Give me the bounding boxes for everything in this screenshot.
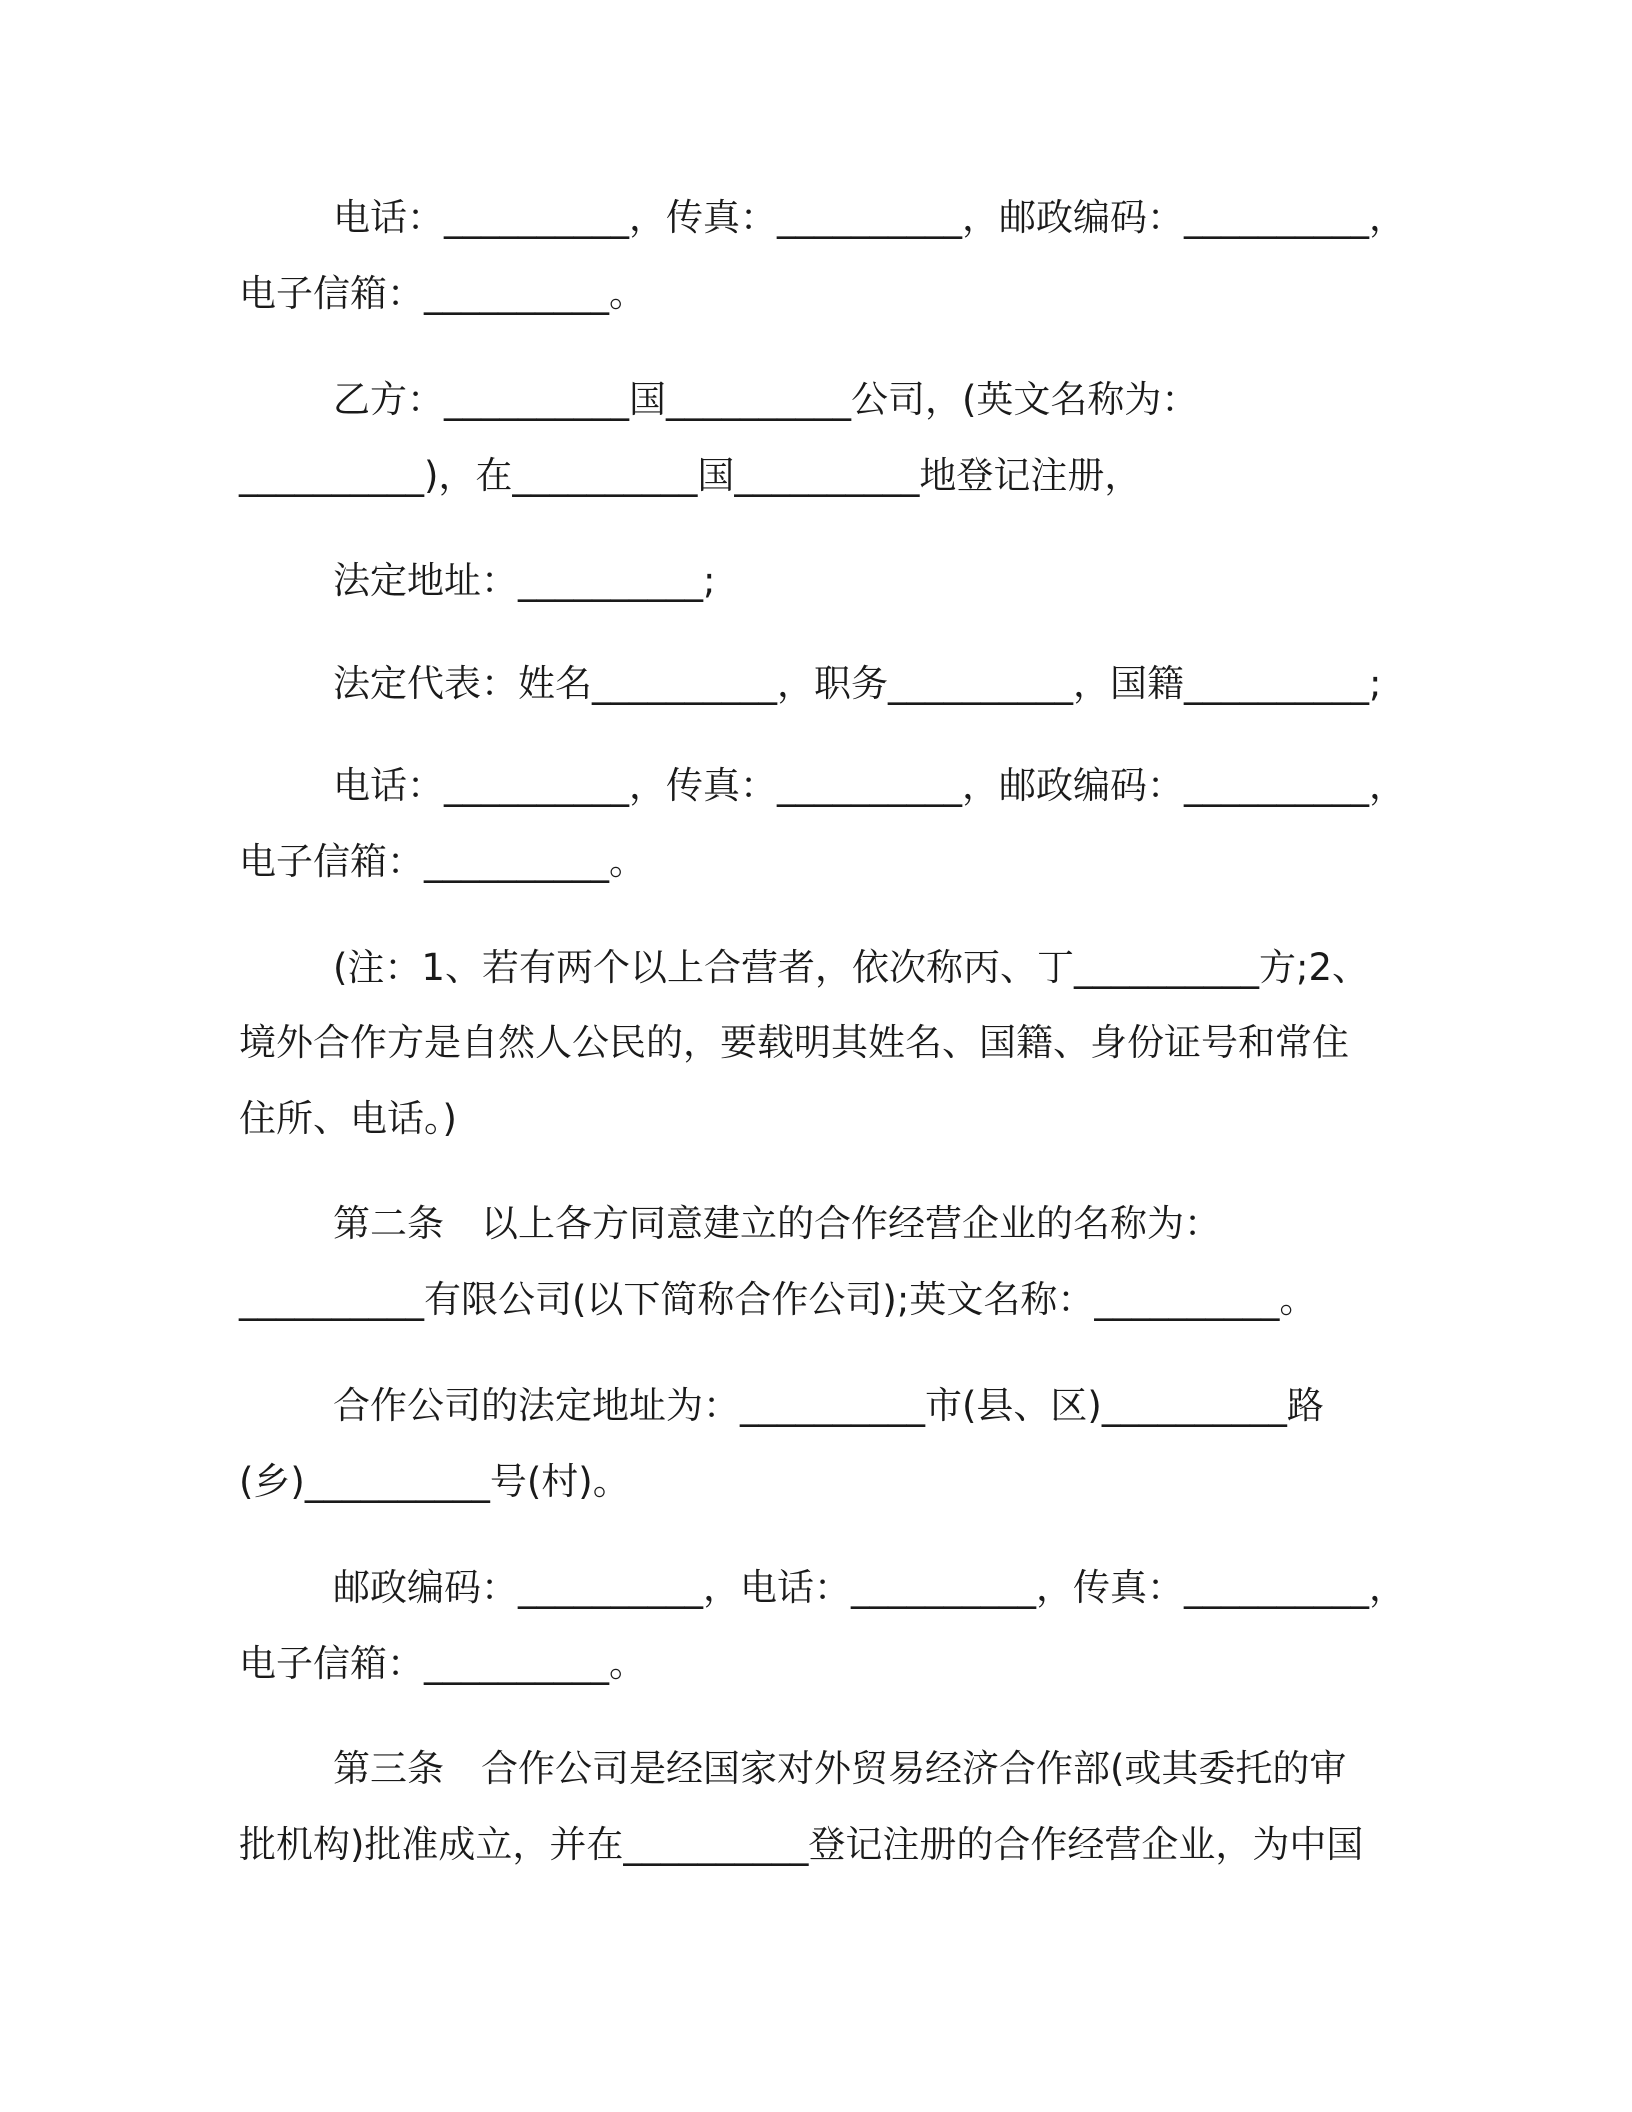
text-line: 邮政编码：__________，电话：__________，传真：__________， xyxy=(333,1566,1406,1609)
text-line: 合作公司的法定地址为：__________市(县、区)__________路 xyxy=(333,1384,1324,1427)
text-line: (注：1、若有两个以上合营者，依次称丙、丁__________方;2、 xyxy=(333,946,1369,989)
text-line: 法定代表：姓名__________，职务__________，国籍__________; xyxy=(333,662,1382,705)
text-line: (乡)__________号(村)。 xyxy=(239,1460,630,1503)
text-line: 境外合作方是自然人公民的，要载明其姓名、国籍、身份证号和常住 xyxy=(239,1021,1349,1064)
text-line: 电子信箱：__________。 xyxy=(239,272,646,315)
text-line: __________)，在__________国__________地登记注册， xyxy=(239,454,1142,497)
text-line: 第三条 合作公司是经国家对外贸易经济合作部(或其委托的审 xyxy=(333,1747,1347,1790)
text-line: 电子信箱：__________。 xyxy=(239,840,646,883)
text-line: 电话：__________，传真：__________，邮政编码：__________， xyxy=(333,196,1406,239)
text-line: __________有限公司(以下简称合作公司);英文名称：__________。 xyxy=(239,1278,1317,1321)
text-line: 批机构)批准成立，并在__________登记注册的合作经营企业，为中国 xyxy=(239,1823,1364,1866)
text-line: 乙方：__________国__________公司，(英文名称为： xyxy=(333,378,1199,421)
text-line: 第二条 以上各方同意建立的合作经营企业的名称为： xyxy=(333,1202,1221,1245)
text-line: 电子信箱：__________。 xyxy=(239,1642,646,1685)
text-line: 住所、电话。) xyxy=(239,1097,457,1140)
text-line: 电话：__________，传真：__________，邮政编码：__________， xyxy=(333,764,1406,807)
text-line: 法定地址：__________; xyxy=(333,559,716,602)
